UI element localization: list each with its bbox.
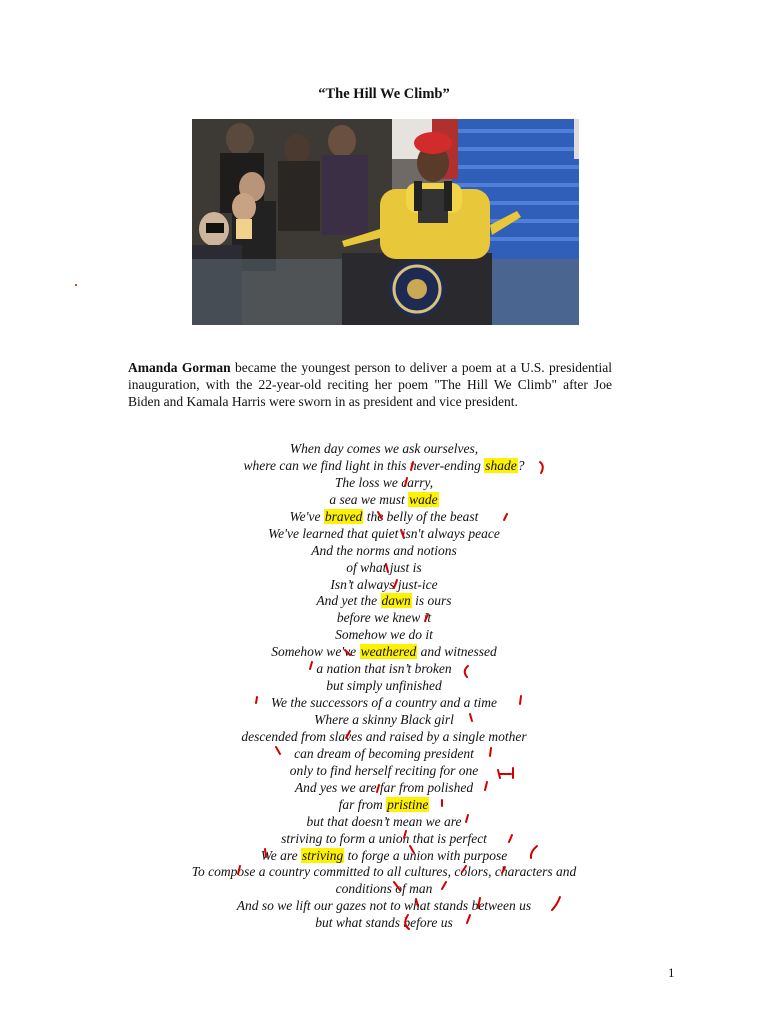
poem-line-text: We've: [289, 508, 324, 524]
poem-line: [110, 881, 658, 898]
poem: [110, 441, 658, 932]
poem-line-text: striving to form a union that is perfect: [281, 830, 487, 846]
poem-line-text: before we knew it: [336, 610, 432, 626]
poem-line-text: can dream of becoming president: [294, 745, 474, 761]
poem-line-text: but that doesn’t mean we are: [306, 813, 462, 829]
poem-line-text: where can we find light in this never-ending: [243, 457, 485, 473]
poem-line: [110, 593, 658, 610]
poem-line: [110, 814, 658, 831]
poem-line-text: We are: [260, 847, 301, 863]
poem-line: [110, 475, 658, 492]
poem-line-text: When day comes we ask ourselves,: [289, 441, 479, 456]
highlighted-word: braved: [324, 508, 363, 524]
poem-line: [110, 780, 658, 797]
red-dot-mark: [75, 284, 77, 286]
highlighted-word: weathered: [360, 644, 417, 660]
poem-line-text: descended from slaves and raised by a single mother: [241, 728, 527, 744]
poem-line-text: And yet the: [316, 593, 381, 609]
poem-line-text: the belly of the beast: [363, 508, 479, 524]
poem-line: [110, 526, 658, 543]
poem-line-text: is ours: [411, 593, 452, 609]
poem-line: [110, 577, 658, 594]
poem-line-text: We've learned that quiet isn't always peace: [268, 525, 500, 541]
poem-line: [110, 915, 658, 932]
poem-line: [110, 644, 658, 661]
poem-line-text: conditions of man: [335, 881, 433, 897]
poem-line: [110, 763, 658, 780]
poem-line: [110, 712, 658, 729]
poem-line-text: ?: [517, 457, 525, 473]
poem-line: [110, 661, 658, 678]
poem-line: [110, 695, 658, 712]
highlighted-word: pristine: [387, 796, 429, 812]
highlighted-word: wade: [409, 491, 438, 507]
poem-line: [110, 831, 658, 848]
poem-line: [110, 509, 658, 526]
poem-line-text: Where a skinny Black girl: [314, 712, 454, 727]
poem-line-text: We the successors of a country and a time: [271, 695, 497, 711]
intro-text: became the youngest person to deliver a poem at a U.S. presidential inauguration, with the 22-year-old reciting her poem "The Hill We Climb" after Joe Biden and Kamala Harris were sworn in as president and vice president.: [128, 360, 613, 409]
intro-paragraph: [128, 359, 612, 410]
poem-line: [110, 864, 658, 881]
poem-line-text: far from: [338, 796, 387, 812]
poem-line-text: Somehow we do it: [335, 627, 433, 643]
highlighted-word: striving: [301, 847, 344, 863]
poem-line: [110, 678, 658, 695]
highlighted-word: shade: [485, 457, 517, 473]
poem-line-text: And the norms and notions: [311, 542, 457, 558]
poem-line: [110, 898, 658, 915]
poem-line: [110, 458, 658, 475]
page-number: 1: [668, 965, 675, 980]
poem-line: [110, 746, 658, 763]
poem-line: [110, 441, 658, 458]
poem-line-text: a sea we must: [329, 491, 409, 507]
poem-line-text: Somehow we've: [271, 644, 360, 660]
poem-line: [110, 627, 658, 644]
poem-line-text: but simply unfinished: [326, 678, 442, 694]
poem-line-text: and witnessed: [417, 644, 497, 660]
intro-name: Amanda Gorman: [128, 360, 231, 375]
poem-line-text: a nation that isn’t broken: [316, 661, 452, 677]
poem-line: [110, 797, 658, 814]
poem-line-text: only to find herself reciting for one: [289, 762, 479, 778]
highlighted-word: dawn: [381, 593, 411, 609]
document-title: “The Hill We Climb”: [318, 86, 450, 102]
poem-line: [110, 848, 658, 865]
poem-line-text: To compose a country committed to all cultures, colors, characters and: [191, 864, 577, 880]
poem-line: [110, 543, 658, 560]
poem-line-text: And yes we are far from polished: [294, 779, 474, 795]
poem-line: [110, 610, 658, 627]
poem-line-text: And so we lift our gazes not to what stands between us: [236, 898, 532, 914]
poem-line-text: The loss we carry,: [334, 474, 434, 490]
inauguration-photo: [192, 119, 579, 325]
poem-line: [110, 492, 658, 509]
poem-line: [110, 560, 658, 577]
poem-line: [110, 729, 658, 746]
poem-line-text: to forge a union with purpose: [344, 847, 508, 863]
poem-line-text: of what just is: [346, 559, 422, 575]
poem-line-text: but what stands before us: [315, 915, 453, 931]
poem-line-text: Isn’t always just-ice: [330, 576, 438, 592]
